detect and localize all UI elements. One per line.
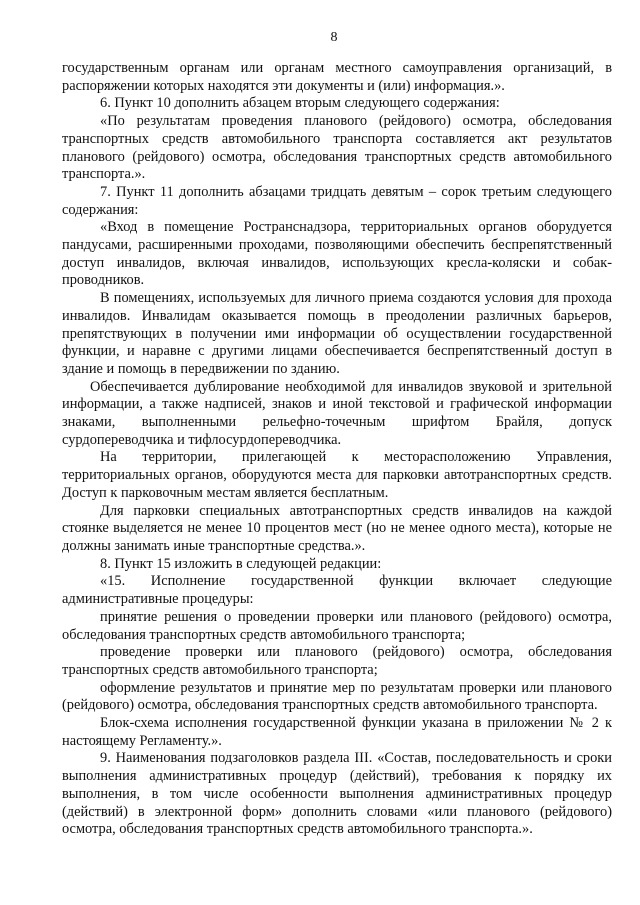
paragraph-item-9: 9. Наименования подзаголовков раздела III. «Состав, последовательность и сроки выполнения административных процедур (действий), требования к порядку их выполнения, в том числе особенности выполнения административных процедур (действий) в электронной форм» дополнить словами «или планового (рейдового) осмотра, обследования транспортных средств автомобильного транспорта.». bbox=[62, 750, 612, 838]
paragraph-entrance-accessibility: «Вход в помещение Ространснадзора, территориальных органов оборудуется пандусами, расширенными проходами, позволяющими обеспечить беспрепятственный доступ инвалидов, включая инвалидов, использующих кресла-коляски и собак-проводников. bbox=[62, 219, 612, 289]
paragraph-information-duplication: Обеспечивается дублирование необходимой для инвалидов звуковой и зрительной информации, а также надписей, знаков и иной текстовой и графической информации знаками, выполненными рельефно-точечным шрифтом Брайля, допуск сурдопереводчика и тифлосурдопереводчика. bbox=[62, 378, 612, 448]
document-body bbox=[62, 60, 612, 839]
paragraph-procedure-inspection: проведение проверки или планового (рейдового) осмотра, обследования транспортных средств автомобильного транспорта; bbox=[62, 644, 612, 678]
page-number: 8 bbox=[330, 30, 338, 45]
paragraph-item-8: 8. Пункт 15 изложить в следующей редакции: bbox=[100, 555, 382, 572]
paragraph-item-7: 7. Пункт 11 дополнить абзацами тридцать девятым – сорок третьим следующего содержания: bbox=[62, 183, 612, 218]
paragraph-quote-inspection-act: «По результатам проведения планового (рейдового) осмотра, обследования транспортных средств автомобильного транспорта составляется акт результатов планового (рейдового) осмотра, обследования транспортных средств автомобильного транспорта.». bbox=[62, 113, 612, 183]
paragraph-item-6: 6. Пункт 10 дополнить абзацем вторым следующего содержания: bbox=[100, 95, 500, 112]
paragraph-parking: На территории, прилегающей к месторасположению Управления, территориальных органов, оборудуются места для парковки автотранспортных средств. Доступ к парковочным местам является бесплатным. bbox=[62, 449, 612, 501]
paragraph-reception-rooms: В помещениях, используемых для личного приема создаются условия для прохода инвалидов. Инвалидам оказывается помощь в преодолении различных барьеров, препятствующих в получении ими информации об осуществлении государственной функции, и наравне с другими лицами обеспечивается беспрепятственный доступ в здание и помощь в передвижении по зданию. bbox=[62, 290, 612, 377]
paragraph-procedure-decision: принятие решения о проведении проверки или планового (рейдового) осмотра, обследования транспортных средств автомобильного транспорта; bbox=[62, 608, 612, 643]
paragraph-disabled-parking: Для парковки специальных автотранспортных средств инвалидов на каждой стоянке выделяется не менее 10 процентов мест (но не менее одного места), которые не должны занимать иные транспортные средства.». bbox=[62, 502, 612, 554]
paragraph-item-15: «15. Исполнение государственной функции включает следующие административные процедуры: bbox=[62, 573, 612, 608]
paragraph-block-diagram: Блок-схема исполнения государственной функции указана в приложении № 2 к настоящему Регламенту.». bbox=[62, 715, 612, 749]
paragraph-continuation: государственным органам или органам местного самоуправления организаций, в распоряжении которых находятся эти документы и (или) информация.». bbox=[62, 60, 612, 94]
paragraph-procedure-results: оформление результатов и принятие мер по результатам проверки или планового (рейдового) осмотра, обследования транспортных средств автомобильного транспорта. bbox=[62, 679, 612, 714]
